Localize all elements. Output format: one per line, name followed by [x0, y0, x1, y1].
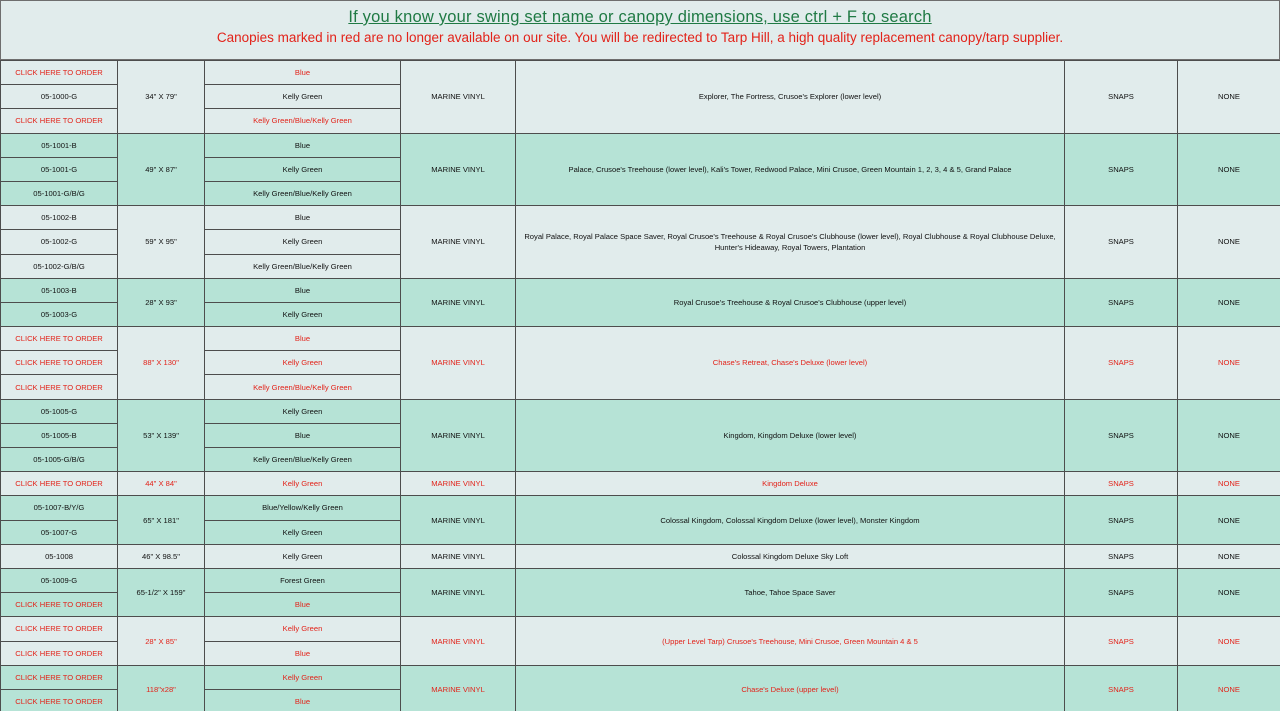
canopy-size-cell: 65-1/2" X 159": [118, 568, 205, 616]
table-row: [1, 278, 1280, 302]
compatible-models-cell: Kingdom, Kingdom Deluxe (lower level): [516, 399, 1065, 472]
table-row: [1, 206, 1280, 230]
attachment-cell: SNAPS: [1065, 206, 1178, 279]
part-number-cell: 05-1001-G: [1, 157, 118, 181]
canopy-color-cell: Kelly Green/Blue/Kelly Green: [205, 448, 401, 472]
discontinued-notice: Canopies marked in red are no longer available on our site. You will be redirected to Tarp Hill, a high quality replacement canopy/tarp supplier.: [216, 30, 1064, 45]
extras-cell: NONE: [1178, 399, 1280, 472]
table-row: [1, 496, 1280, 520]
canopy-color-cell: Kelly Green: [205, 665, 401, 689]
canopy-color-cell: Forest Green: [205, 568, 401, 592]
table-row: [1, 544, 1280, 568]
compatible-models-cell: Royal Crusoe's Treehouse & Royal Crusoe's Clubhouse (upper level): [516, 278, 1065, 326]
canopy-size-cell: 118"x28": [118, 665, 205, 711]
canopy-color-cell: Kelly Green: [205, 351, 401, 375]
canopy-size-cell: 44" X 84": [118, 472, 205, 496]
part-number-cell: 05-1005-G/B/G: [1, 448, 118, 472]
part-number-cell: 05-1002-B: [1, 206, 118, 230]
compatible-models-cell: Colossal Kingdom Deluxe Sky Loft: [516, 544, 1065, 568]
extras-cell: NONE: [1178, 544, 1280, 568]
order-link[interactable]: CLICK HERE TO ORDER: [1, 665, 118, 689]
canopy-color-cell: Kelly Green/Blue/Kelly Green: [205, 375, 401, 399]
canopy-color-cell: Blue: [205, 593, 401, 617]
canopy-size-cell: 65" X 181": [118, 496, 205, 544]
extras-cell: NONE: [1178, 327, 1280, 400]
compatible-models-cell: Chase's Deluxe (upper level): [516, 665, 1065, 711]
canopy-size-cell: 59" X 95": [118, 206, 205, 279]
order-link[interactable]: CLICK HERE TO ORDER: [1, 375, 118, 399]
part-number-cell: 05-1009-G: [1, 568, 118, 592]
material-cell: MARINE VINYL: [401, 133, 516, 206]
material-cell: MARINE VINYL: [401, 496, 516, 544]
canopy-color-cell: Kelly Green/Blue/Kelly Green: [205, 181, 401, 205]
material-cell: MARINE VINYL: [401, 278, 516, 326]
order-link[interactable]: CLICK HERE TO ORDER: [1, 109, 118, 133]
attachment-cell: SNAPS: [1065, 278, 1178, 326]
table-row: [1, 617, 1280, 641]
part-number-cell: 05-1001-G/B/G: [1, 181, 118, 205]
order-link[interactable]: CLICK HERE TO ORDER: [1, 617, 118, 641]
order-link[interactable]: CLICK HERE TO ORDER: [1, 61, 118, 85]
canopy-color-cell: Blue/Yellow/Kelly Green: [205, 496, 401, 520]
canopy-color-cell: Kelly Green: [205, 544, 401, 568]
table-row: [1, 327, 1280, 351]
part-number-cell: 05-1003-B: [1, 278, 118, 302]
canopy-table: [0, 60, 1280, 711]
canopy-color-cell: Kelly Green: [205, 157, 401, 181]
attachment-cell: SNAPS: [1065, 133, 1178, 206]
compatible-models-cell: Chase's Retreat, Chase's Deluxe (lower level): [516, 327, 1065, 400]
order-link[interactable]: CLICK HERE TO ORDER: [1, 351, 118, 375]
canopy-table-body: [1, 61, 1280, 711]
compatible-models-cell: Colossal Kingdom, Colossal Kingdom Deluxe (lower level), Monster Kingdom: [516, 496, 1065, 544]
compatible-models-cell: Tahoe, Tahoe Space Saver: [516, 568, 1065, 616]
table-row: [1, 399, 1280, 423]
extras-cell: NONE: [1178, 665, 1280, 711]
extras-cell: NONE: [1178, 496, 1280, 544]
canopy-color-cell: Blue: [205, 689, 401, 711]
attachment-cell: SNAPS: [1065, 544, 1178, 568]
material-cell: MARINE VINYL: [401, 399, 516, 472]
canopy-size-cell: 88" X 130": [118, 327, 205, 400]
table-row: [1, 61, 1280, 85]
page-header: [0, 0, 1280, 60]
material-cell: MARINE VINYL: [401, 568, 516, 616]
part-number-cell: 05-1000-G: [1, 85, 118, 109]
canopy-color-cell: Kelly Green/Blue/Kelly Green: [205, 254, 401, 278]
part-number-cell: 05-1005-B: [1, 423, 118, 447]
material-cell: MARINE VINYL: [401, 206, 516, 279]
canopy-color-cell: Blue: [205, 327, 401, 351]
part-number-cell: 05-1005-G: [1, 399, 118, 423]
canopy-size-cell: 46" X 98.5": [118, 544, 205, 568]
attachment-cell: SNAPS: [1065, 472, 1178, 496]
attachment-cell: SNAPS: [1065, 61, 1178, 134]
attachment-cell: SNAPS: [1065, 327, 1178, 400]
canopy-size-cell: 53" X 139": [118, 399, 205, 472]
canopy-size-cell: 34" X 79": [118, 61, 205, 134]
canopy-table-container[interactable]: [0, 60, 1280, 711]
part-number-cell: 05-1003-G: [1, 302, 118, 326]
part-number-cell: 05-1007-G: [1, 520, 118, 544]
canopy-color-cell: Kelly Green/Blue/Kelly Green: [205, 109, 401, 133]
canopy-color-cell: Kelly Green: [205, 85, 401, 109]
canopy-color-cell: Kelly Green: [205, 617, 401, 641]
canopy-color-cell: Blue: [205, 278, 401, 302]
extras-cell: NONE: [1178, 278, 1280, 326]
canopy-color-cell: Blue: [205, 206, 401, 230]
canopy-color-cell: Blue: [205, 423, 401, 447]
part-number-cell: 05-1001-B: [1, 133, 118, 157]
material-cell: MARINE VINYL: [401, 544, 516, 568]
table-row: [1, 133, 1280, 157]
extras-cell: NONE: [1178, 617, 1280, 665]
material-cell: MARINE VINYL: [401, 617, 516, 665]
part-number-cell: 05-1008: [1, 544, 118, 568]
order-link[interactable]: CLICK HERE TO ORDER: [1, 327, 118, 351]
extras-cell: NONE: [1178, 472, 1280, 496]
attachment-cell: SNAPS: [1065, 617, 1178, 665]
table-row: [1, 665, 1280, 689]
compatible-models-cell: (Upper Level Tarp) Crusoe's Treehouse, Mini Crusoe, Green Mountain 4 & 5: [516, 617, 1065, 665]
table-row: [1, 472, 1280, 496]
attachment-cell: SNAPS: [1065, 399, 1178, 472]
material-cell: MARINE VINYL: [401, 665, 516, 711]
part-number-cell: 05-1002-G: [1, 230, 118, 254]
canopy-color-cell: Blue: [205, 61, 401, 85]
canopy-color-cell: Kelly Green: [205, 520, 401, 544]
canopy-size-cell: 49" X 87": [118, 133, 205, 206]
attachment-cell: SNAPS: [1065, 665, 1178, 711]
material-cell: MARINE VINYL: [401, 472, 516, 496]
order-link[interactable]: CLICK HERE TO ORDER: [1, 593, 118, 617]
canopy-color-cell: Kelly Green: [205, 472, 401, 496]
part-number-cell: 05-1007-B/Y/G: [1, 496, 118, 520]
table-row: [1, 568, 1280, 592]
canopy-color-cell: Kelly Green: [205, 399, 401, 423]
canopy-size-cell: 28" X 93": [118, 278, 205, 326]
canopy-size-cell: 28" X 85": [118, 617, 205, 665]
part-number-cell: 05-1002-G/B/G: [1, 254, 118, 278]
canopy-color-cell: Kelly Green: [205, 302, 401, 326]
extras-cell: NONE: [1178, 133, 1280, 206]
extras-cell: NONE: [1178, 568, 1280, 616]
material-cell: MARINE VINYL: [401, 327, 516, 400]
canopy-color-cell: Kelly Green: [205, 230, 401, 254]
compatible-models-cell: Explorer, The Fortress, Crusoe's Explorer (lower level): [516, 61, 1065, 134]
compatible-models-cell: Royal Palace, Royal Palace Space Saver, Royal Crusoe's Treehouse & Royal Crusoe's Clubhouse (lower level), Royal Clubhouse & Royal Clubhouse Deluxe, Hunter's Hideaway, Royal Towers, Plantation: [516, 206, 1065, 279]
material-cell: MARINE VINYL: [401, 61, 516, 134]
order-link[interactable]: CLICK HERE TO ORDER: [1, 641, 118, 665]
compatible-models-cell: Palace, Crusoe's Treehouse (lower level), Kali's Tower, Redwood Palace, Mini Crusoe, Green Mountain 1, 2, 3, 4 & 5, Grand Palace: [516, 133, 1065, 206]
canopy-color-cell: Blue: [205, 133, 401, 157]
extras-cell: NONE: [1178, 61, 1280, 134]
attachment-cell: SNAPS: [1065, 496, 1178, 544]
search-instruction-heading: If you know your swing set name or canopy dimensions, use ctrl + F to search: [348, 8, 932, 26]
order-link[interactable]: CLICK HERE TO ORDER: [1, 472, 118, 496]
order-link[interactable]: CLICK HERE TO ORDER: [1, 689, 118, 711]
canopy-color-cell: Blue: [205, 641, 401, 665]
attachment-cell: SNAPS: [1065, 568, 1178, 616]
extras-cell: NONE: [1178, 206, 1280, 279]
compatible-models-cell: Kingdom Deluxe: [516, 472, 1065, 496]
